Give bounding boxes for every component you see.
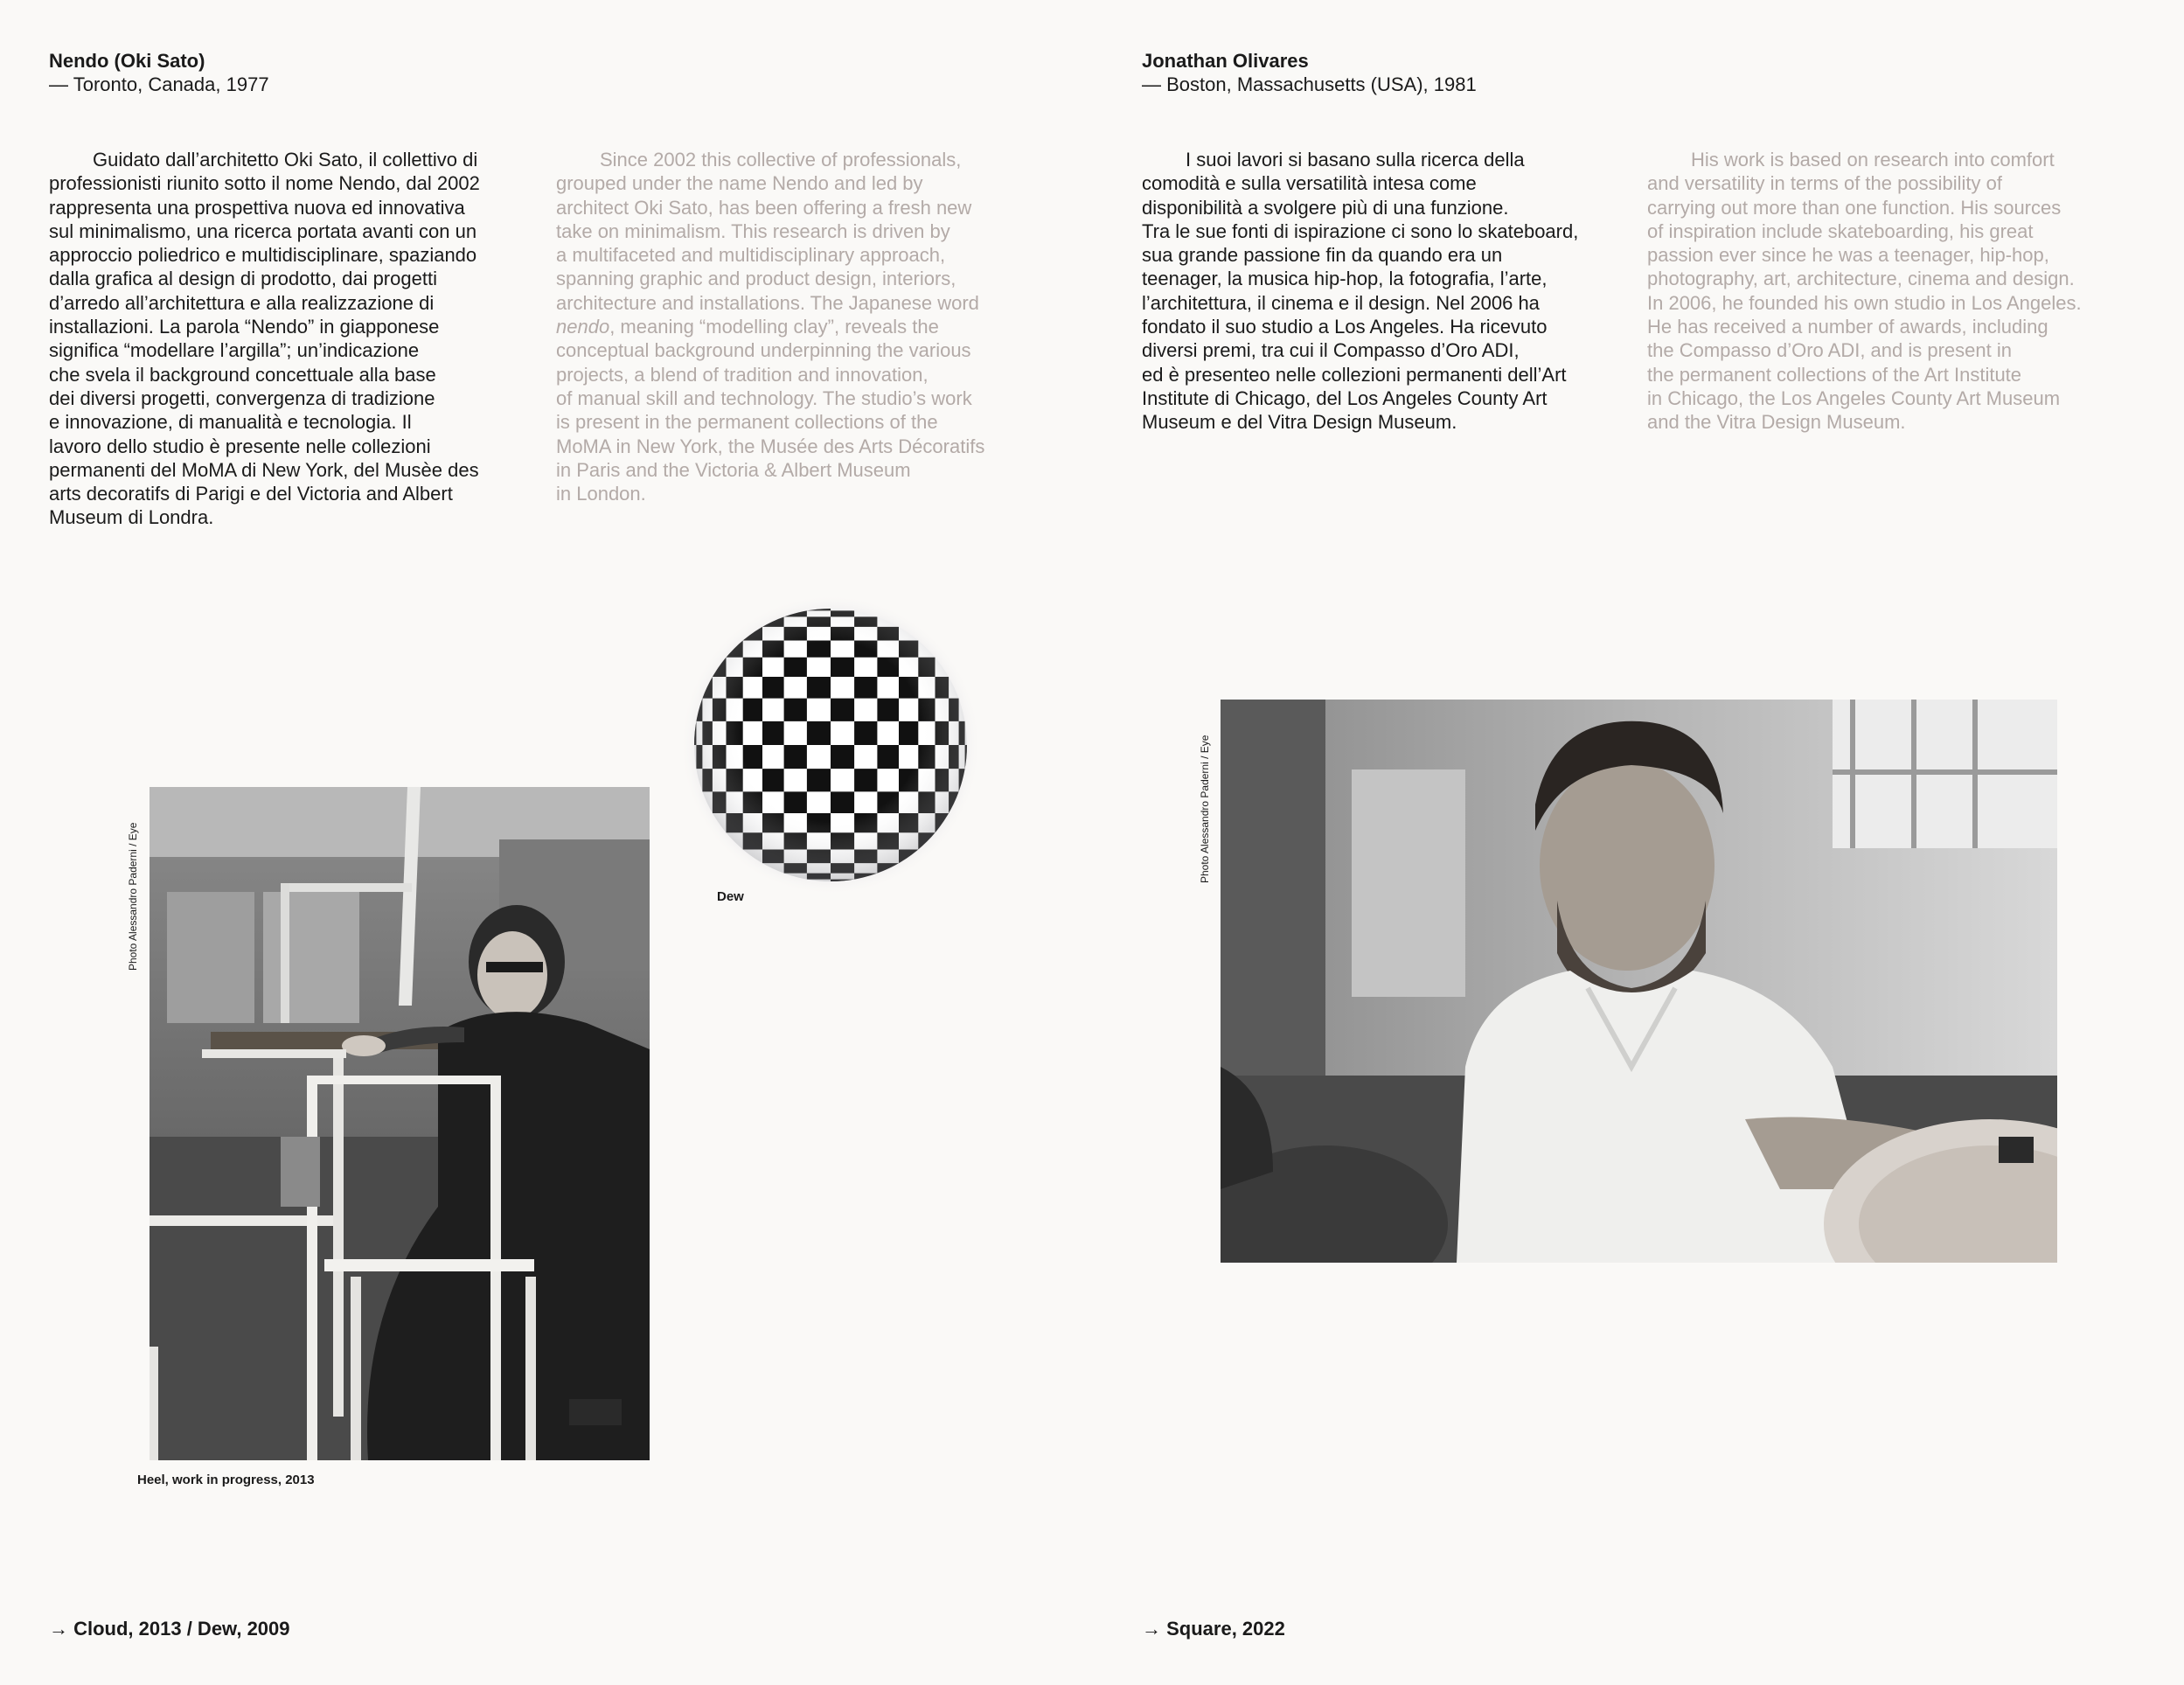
photo-credit-nendo: Photo Alessandro Paderni / Eye [127,822,139,971]
checker-square [727,874,743,880]
bio-italian-olivares: I suoi lavori si basano sulla ricerca della comodità e sulla versatilità intesa come disponibilità a svolgere più di una funzione. Tra le sue fonti di ispirazione ci sono lo skateboard, sua grande passione fin da quando era un teenager, la musica hip-hop, la fotografia, l’arte, l’architettura, il cinema e il design. Nel 2006 ha fondato il suo studio a Los Angeles. Ha ricevuto diversi premi, tra cui il Compasso d’Oro ADI, ed è presenteo nelle collezioni permanenti dell’Art Institute di Chicago, del Los Angeles County Art Museum e del Vitra Design Museum. [1142,149,1579,434]
checker-square [949,627,959,641]
checker-square [696,627,702,641]
bio-english-nendo-italic: nendo [556,316,610,338]
checker-square [727,609,743,610]
checker-square [713,880,727,881]
checker-square [965,832,967,849]
nendo-portrait-photo [150,787,650,1460]
checker-square [936,609,949,610]
bio-english-nendo-part1: Since 2002 this collective of professionals, grouped under the name Nendo and led by architect Oki Sato, has been offering a fresh new take on minimalism. This research is driven by a multifaceted and multidisciplinary approach, spanning graphic and product design, interiors, architecture and installations. The Japanese word [556,149,979,314]
photo-caption-nendo: Heel, work in progress, 2013 [137,1473,315,1487]
bio-english-nendo-part2: , meaning “modelling clay”, reveals the conceptual background underpinning the various projects, a blend of tradition and innovation, of manual skill and technology. The studio’s work is present in the permanent collections of the MoMA in New York, the Musée des Arts Décoratifs in Paris and the Victoria & Albert Museum in London. [556,316,985,505]
checker-square [696,832,702,849]
footer-link-nendo[interactable]: → Cloud, 2013 / Dew, 2009 [49,1618,290,1640]
checker-square [694,813,696,832]
checker-square [696,880,702,881]
bio-english-nendo [556,148,1054,505]
checker-square [899,609,918,610]
checker-square [702,609,713,610]
sphere-caption: Dew [717,889,744,904]
checker-square [959,616,965,627]
bio-english-olivares: His work is based on research into comfort and versatility in terms of the possibility of carrying out more than one function. His sources of inspiration include skateboarding, his great passion ever since he was a teenager, hip-hop, photography, art, architecture, cinema and design. In 2006, he founded his own studio in Los Angeles. He has received a number of awards, including the Compasso d’Oro ADI, and is present in the permanent collections of the Art Institute in Chicago, the Los Angeles County Art Museum and the Vitra Design Museum. [1647,149,2082,434]
dew-sphere-image [682,595,997,901]
designer-name-olivares: Jonathan Olivares [1142,50,1309,72]
checker-square [965,627,967,641]
designer-origin-olivares: — Boston, Massachusetts (USA), 1981 [1142,73,1477,95]
checker-square [949,880,959,881]
checker-square [936,874,949,880]
checker-square [936,616,949,627]
checker-square [702,850,713,864]
checker-square [918,610,935,616]
designer-origin-nendo: — Toronto, Canada, 1977 [49,73,269,95]
checker-square [965,863,967,874]
checker-square [696,610,702,616]
designer-name-nendo: Nendo (Oki Sato) [49,50,205,72]
checker-square [696,863,702,874]
checker-square [713,610,727,616]
checker-square [702,616,713,627]
checker-square [713,627,727,641]
checker-square [965,880,967,881]
checker-square [713,863,727,874]
checker-square [694,609,696,610]
olivares-portrait-photo [1221,700,2057,1263]
bio-italian-nendo: Guidato dall’architetto Oki Sato, il collettivo di professionisti riunito sotto il nome Nendo, dal 2002 rappresenta una prospettiva nuova ed innovativa sul minimalismo, una ricerca portata avanti con un approccio poliedrico e multidisciplinare, spaziando dalla grafica al design di prodotto, dai progetti d’arredo all’architettura e alla realizzazione di installazioni. La parola “Nendo” in giapponese significa “modellare l’argilla”; un’indicazione che svela il background concettuale alla base dei diversi progetti, convergenza di tradizione e innovazione, di manualità e tecnologia. Il lavoro dello studio è presente nelle collezioni permanenti del MoMA di New York, del Musèe des arts decoratifs di Parigi e del Victoria and Albert Museum di Londra. [49,149,480,529]
checker-square [743,880,762,881]
checker-square [959,874,965,880]
checker-square [949,863,959,874]
checker-square [702,874,713,880]
checker-square [949,610,959,616]
checker-square [959,609,965,610]
checker-square [959,850,965,864]
checker-square [959,641,965,658]
checker-square [936,850,949,864]
checker-square [694,616,696,627]
checker-square [694,874,696,880]
checker-square [965,658,967,677]
checker-square [965,610,967,616]
checker-square [918,880,935,881]
checker-square [694,641,696,658]
checker-square [694,850,696,864]
photo-credit-olivares: Photo Alessandro Paderni / Eye [1199,735,1211,883]
footer-link-olivares[interactable]: → Square, 2022 [1142,1618,1285,1640]
